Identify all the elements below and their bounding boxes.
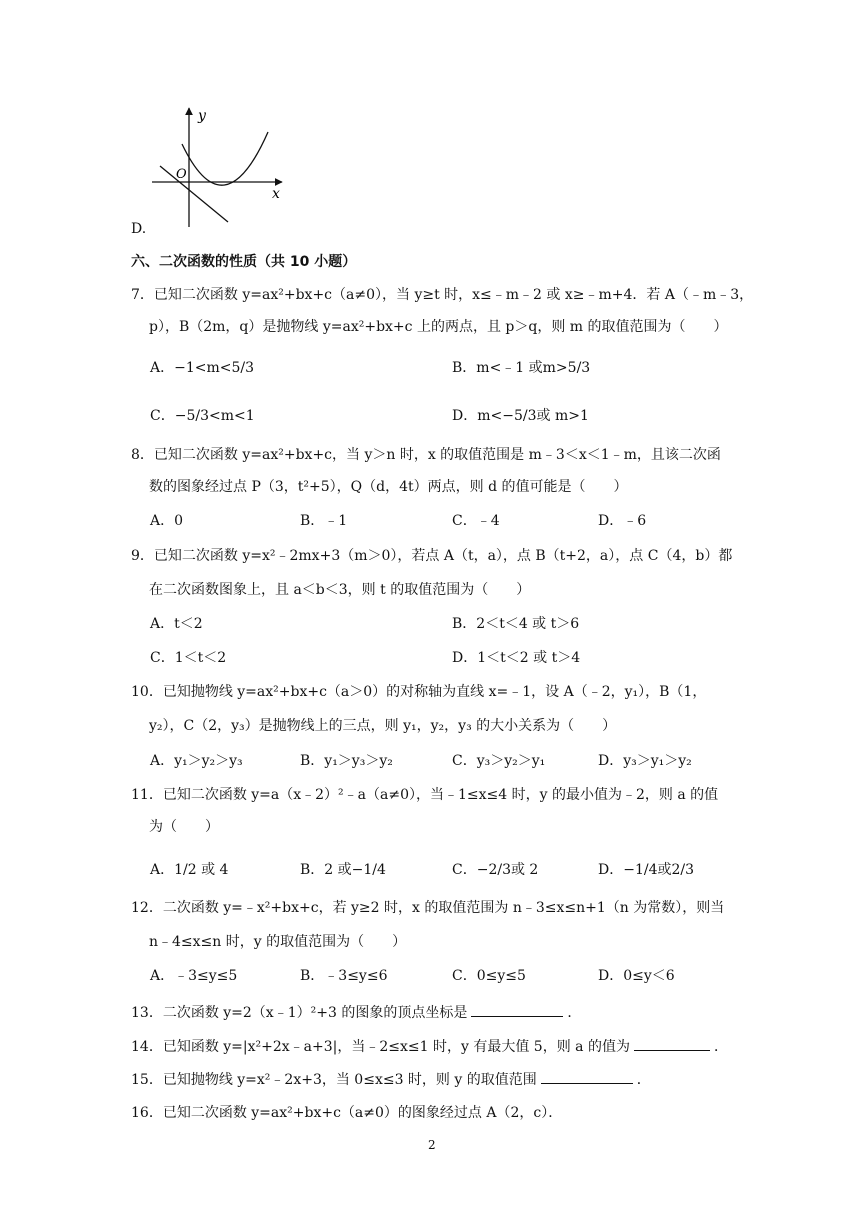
q8-line-1: 8．已知二次函数 y=ax²+bx+c，当 y＞n 时，x 的取值范围是 m﹣3＜x＜1﹣m，且该二次函: [131, 447, 721, 463]
q12-option-d: D．0≤y＜6: [598, 968, 675, 984]
q12-line-1: 12．二次函数 y=﹣x²+bx+c，若 y≥2 时，x 的取值范围为 n﹣3≤x≤n+1（n 为常数），则当: [131, 900, 725, 916]
q14-line: [131, 1036, 728, 1057]
page-number: 2: [428, 1138, 436, 1152]
q10-line-2: y₂），C（2，y₃）是抛物线上的三点，则 y₁，y₂，y₃ 的大小关系为（ ）: [149, 718, 617, 734]
section-title: 六、二次函数的性质（共 10 小题）: [131, 254, 357, 270]
q13-end: ．: [567, 1005, 582, 1021]
straight-line: [160, 166, 228, 222]
q15-text: 15．已知抛物线 y=x²﹣2x+3，当 0≤x≤3 时，则 y 的取值范围: [131, 1072, 537, 1088]
q8-option-a: A．0: [150, 513, 184, 529]
q15-line: [131, 1069, 651, 1090]
option-d-label: D.: [131, 221, 147, 237]
q10-line-1: 10．已知抛物线 y=ax²+bx+c（a＞0）的对称轴为直线 x=﹣1，设 A（﹣2，y₁），B（1，: [131, 684, 707, 700]
q12-line-2: n﹣4≤x≤n 时，y 的取值范围为（ ）: [149, 934, 407, 950]
q7-option-a: A．−1<m<5/3: [150, 360, 255, 376]
q11-option-a: A．1/2 或 4: [150, 862, 229, 878]
q9-line-1: 9．已知二次函数 y=x²﹣2mx+3（m＞0），若点 A（t，a），点 B（t+2，a），点 C（4，b）都: [131, 548, 733, 564]
q7-option-c: C．−5/3<m<1: [150, 408, 255, 424]
q16-line: 16．已知二次函数 y=ax²+bx+c（a≠0）的图象经过点 A（2，c）．: [131, 1105, 563, 1121]
q15-answer-blank: [541, 1069, 633, 1084]
q11-line-1: 11．已知二次函数 y=a（x﹣2）²﹣a（a≠0），当﹣1≤x≤4 时，y 的最小值为﹣2，则 a 的值: [131, 787, 719, 803]
q7-line-2: p），B（2m，q）是抛物线 y=ax²+bx+c 上的两点，且 p＞q，则 m 的取值范围为（ ）: [149, 319, 728, 335]
q9-option-b: B．2＜t＜4 或 t＞6: [452, 616, 580, 632]
q9-option-c: C．1＜t＜2: [150, 650, 227, 666]
q9-option-a: A．t＜2: [150, 616, 203, 632]
y-axis-label: y: [198, 108, 206, 124]
q11-option-c: C．−2/3或 2: [452, 862, 539, 878]
q12-option-a: A．﹣3≤y≤5: [150, 968, 238, 984]
q12-option-b: B．﹣3≤y≤6: [300, 968, 388, 984]
q13-line: [131, 1002, 581, 1023]
q13-answer-blank: [471, 1002, 563, 1017]
q11-option-d: D．−1/4或2/3: [598, 862, 695, 878]
q7-line-1: 7．已知二次函数 y=ax²+bx+c（a≠0），当 y≥t 时，x≤﹣m﹣2 或 x≥﹣m+4．若 A（﹣m﹣3，: [131, 287, 754, 303]
q7-option-d: D．m<−5/3或 m>1: [452, 408, 589, 424]
q11-option-b: B．2 或−1/4: [300, 862, 386, 878]
q12-option-c: C．0≤y≤5: [452, 968, 526, 984]
q10-option-b: B．y₁＞y₃＞y₂: [300, 753, 393, 769]
q7-option-b: B．m<﹣1 或m>5/3: [452, 360, 591, 376]
parabola-curve: [182, 132, 268, 185]
q10-option-d: D．y₃＞y₁＞y₂: [598, 753, 692, 769]
q10-option-a: A．y₁＞y₂＞y₃: [150, 753, 243, 769]
q8-line-2: 数的图象经过点 P（3，t²+5），Q（d，4t）两点，则 d 的值可能是（ ）: [149, 479, 628, 495]
q10-option-c: C．y₃＞y₂＞y₁: [452, 753, 546, 769]
q8-option-b: B．﹣1: [300, 513, 348, 529]
origin-label: O: [176, 167, 187, 182]
q14-answer-blank: [634, 1036, 710, 1051]
q14-end: ．: [713, 1039, 728, 1055]
q13-text: 13．二次函数 y=2（x﹣1）²+3 的图象的顶点坐标是: [131, 1005, 468, 1021]
x-axis-label: x: [272, 186, 280, 202]
q14-text: 14．已知函数 y=|x²+2x﹣a+3|，当﹣2≤x≤1 时，y 有最大值 5，则 a 的值为: [131, 1039, 630, 1055]
option-d-graph: [152, 102, 292, 227]
q8-option-d: D．﹣6: [598, 513, 647, 529]
q15-end: ．: [636, 1072, 651, 1088]
q8-option-c: C．﹣4: [452, 513, 500, 529]
q9-option-d: D．1＜t＜2 或 t＞4: [452, 650, 581, 666]
q9-line-2: 在二次函数图象上，且 a＜b＜3，则 t 的取值范围为（ ）: [149, 582, 531, 598]
q11-line-2: 为（ ）: [149, 819, 219, 835]
